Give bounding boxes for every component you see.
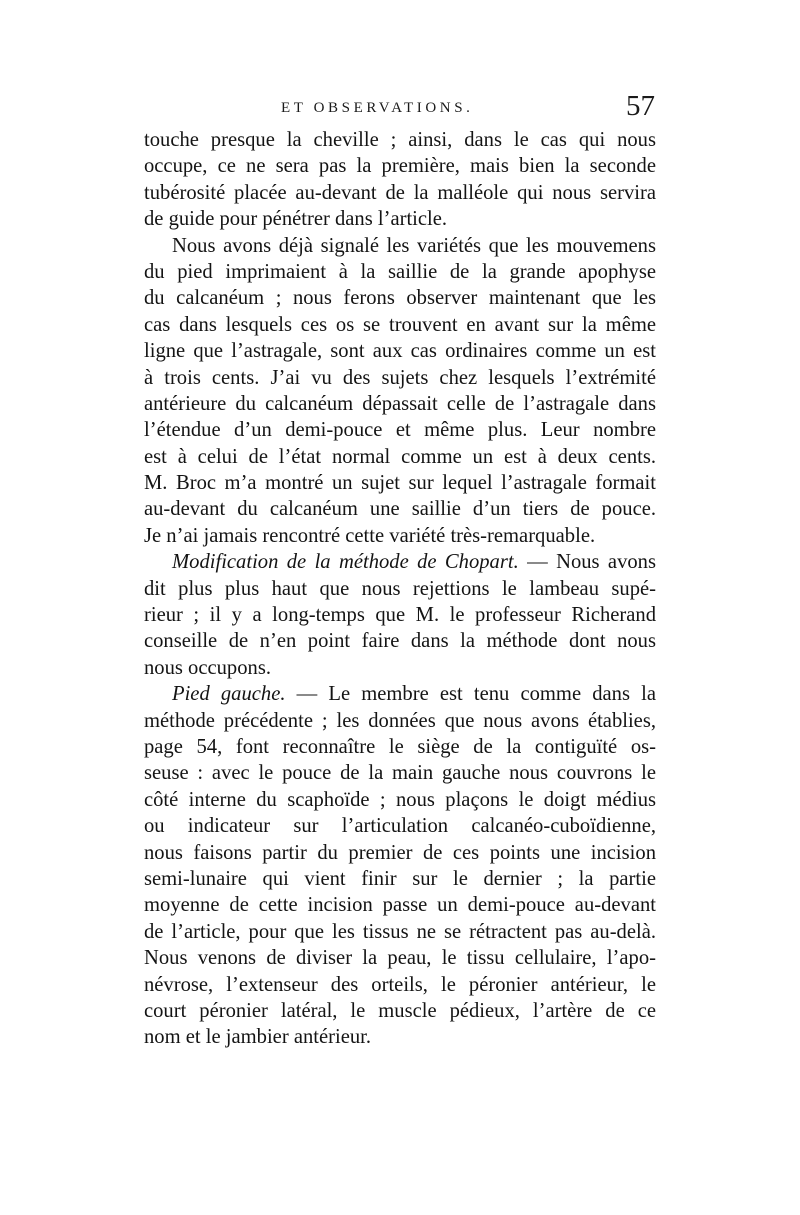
text-line: cas dans lesquels ces os se trouvent en avant sur la même [144, 313, 656, 336]
page-number: 57 [626, 90, 655, 122]
text-line: est à celui de l’état normal comme un est à deux cents. [144, 445, 656, 468]
text-line: court péronier latéral, le muscle pédieux, l’artère de ce [144, 999, 656, 1022]
text-line: rieur ; il y a long-temps que M. le professeur Richerand [144, 604, 656, 627]
text-line: l’étendue d’un demi-pouce et même plus. Leur nombre [144, 419, 656, 442]
text-line: côté interne du scaphoïde ; nous plaçons le doigt médius [144, 788, 656, 811]
text-line: de l’article, pour que les tissus ne se rétractent pas au-delà. [144, 920, 656, 943]
text-line: touche presque la cheville ; ainsi, dans le cas qui nous [144, 129, 656, 151]
text-line: dit plus plus haut que nous rejettions le lambeau supé- [144, 577, 656, 600]
text-line: nous faisons partir du premier de ces points une incision [144, 841, 656, 864]
running-title: ET OBSERVATIONS. [281, 100, 474, 116]
section-heading-pied-gauche: Pied gauche. [172, 683, 286, 706]
section-heading-line [144, 549, 656, 575]
text-line: seuse : avec le pouce de la main gauche nous couvrons le [144, 762, 656, 785]
text-line: conseille de n’en point faire dans la méthode dont nous [144, 630, 656, 653]
text-line: Nous avons déjà signalé les variétés que les mouvemens [172, 234, 656, 257]
text-fragment: — Le membre est tenu comme dans la [285, 683, 656, 706]
text-line: Je n’ai jamais rencontré cette variété très-remarquable. [144, 524, 596, 547]
text-line: nous occupons. [144, 656, 271, 679]
text-line: du calcanéum ; nous ferons observer maintenant que les [144, 287, 656, 310]
text-line: page 54, font reconnaître le siège de la contiguïté os- [144, 735, 656, 758]
running-head [0, 88, 800, 128]
text-line: à trois cents. J’ai vu des sujets chez lesquels l’extrémité [144, 366, 656, 389]
text-line: tubérosité placée au-devant de la malléole qui nous servira [144, 181, 656, 204]
text-fragment: — Nous avons [518, 551, 656, 574]
text-line: antérieure du calcanéum dépassait celle de l’astragale dans [144, 392, 656, 415]
text-line: au-devant du calcanéum une saillie d’un tiers de pouce. [144, 498, 656, 521]
section-heading-line [144, 681, 656, 707]
text-line: nom et le jambier antérieur. [144, 1026, 372, 1049]
text-line: de guide pour pénétrer dans l’article. [144, 208, 448, 231]
text-line: M. Broc m’a montré un sujet sur lequel l’astragale formait [144, 472, 656, 495]
text-line: ou indicateur sur l’articulation calcanéo-cuboïdienne, [144, 815, 656, 838]
section-heading-chopart: Modification de la méthode de Chopart. [172, 551, 519, 574]
text-line: semi-lunaire qui vient finir sur le dernier ; la partie [144, 867, 656, 890]
text-line: moyenne de cette incision passe un demi-pouce au-devant [144, 894, 656, 917]
text-line: méthode précédente ; les données que nous avons établies, [144, 709, 656, 732]
body-text [144, 127, 656, 1051]
text-line: névrose, l’extenseur des orteils, le péronier antérieur, le [144, 973, 656, 996]
text-line: occupe, ce ne sera pas la première, mais bien la seconde [144, 155, 656, 178]
text-line: ligne que l’astragale, sont aux cas ordinaires comme un est [144, 340, 656, 363]
text-line: du pied imprimaient à la saillie de la grande apophyse [144, 260, 656, 283]
text-line: Nous venons de diviser la peau, le tissu cellulaire, l’apo- [144, 947, 656, 970]
